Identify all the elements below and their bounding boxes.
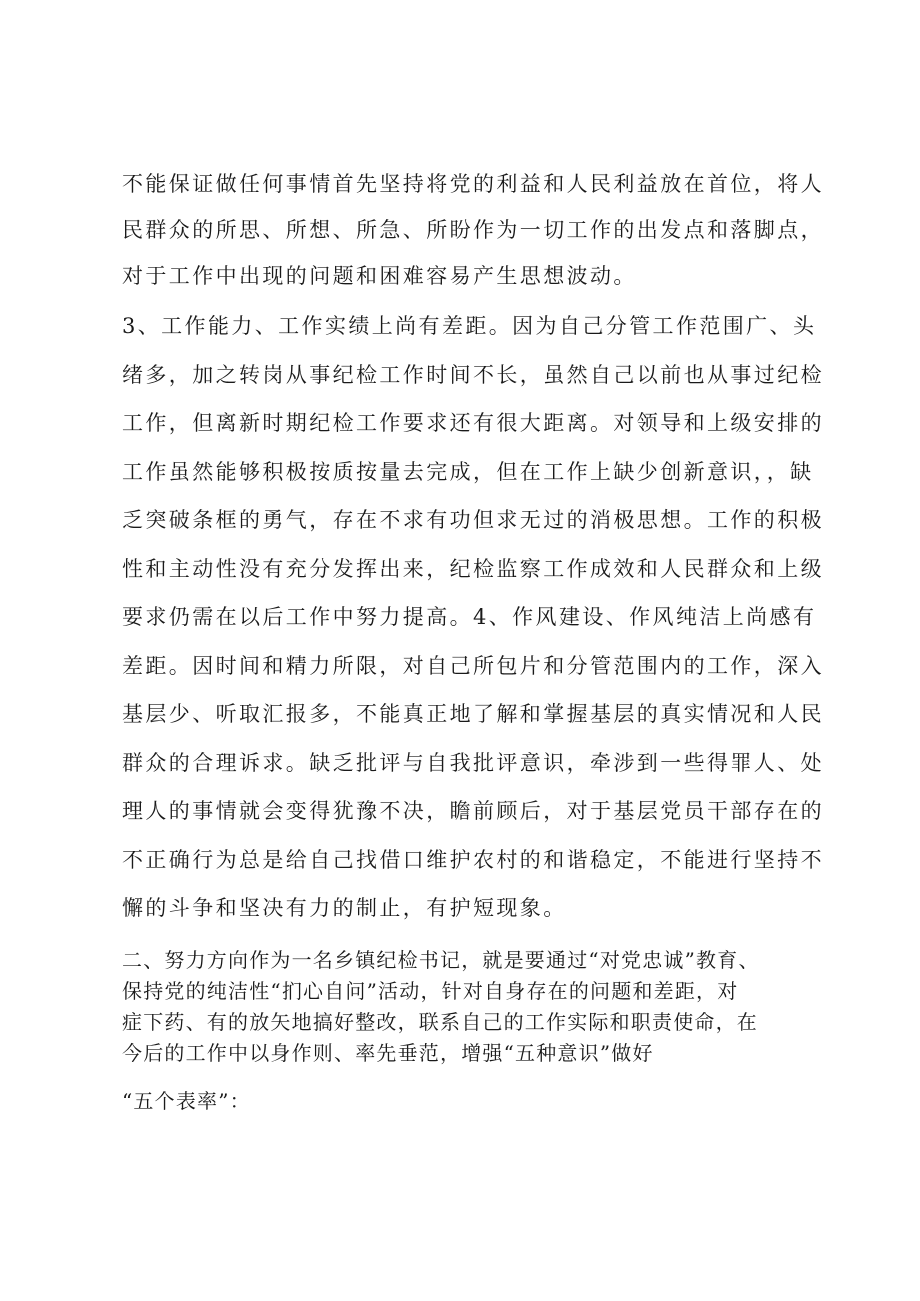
text-line: 今后的工作中以身作则、率先垂范，增强“五种意识”做好: [122, 1041, 654, 1065]
text-line: 乏突破条框的勇气，存在不求有功但求无过的消极思想。工作的积极: [122, 508, 824, 532]
text-line: 性和主动性没有充分发挥出来，纪检监察工作成效和人民群众和上级: [122, 557, 824, 581]
text-line: 3、工作能力、工作实绩上尚有差距。因为自己分管工作范围广、头: [122, 314, 817, 338]
text-line: 对于工作中出现的问题和困难容易产生思想波动。: [122, 264, 637, 288]
text-line: 差距。因时间和精力所限，对自己所包片和分管范围内的工作，深入: [122, 654, 824, 678]
text-line: 懈的斗争和坚决有力的制止，有护短现象。: [122, 896, 567, 920]
text-line: 群众的合理诉求。缺乏批评与自我批评意识，牵涉到一些得罪人、处: [122, 751, 824, 775]
text-line: “五个表率”：: [122, 1089, 251, 1113]
text-line: 症下药、有的放矢地搞好整改，联系自己的工作实际和职责使命，在: [122, 1010, 758, 1034]
text-line: 工作，但离新时期纪检工作要求还有很大距离。对领导和上级安排的: [122, 411, 824, 435]
text-line: 不正确行为总是给自己找借口维护农村的和谐稳定，不能进行坚持不: [122, 848, 824, 872]
text-line: 二、努力方向作为一名乡镇纪检书记，就是要通过“对党忠诚”教育、: [122, 948, 760, 972]
text-line: 工作虽然能够积极按质按量去完成，但在工作上缺少创新意识，，缺: [122, 460, 814, 484]
text-line: 不能保证做任何事情首先坚持将党的利益和人民利益放在首位，将人: [122, 172, 824, 196]
text-line: 基层少、听取汇报多，不能真正地了解和掌握基层的真实情况和人民: [122, 702, 824, 726]
text-line: 理人的事情就会变得犹豫不决，瞻前顾后，对于基层党员干部存在的: [122, 799, 824, 823]
text-line: 民群众的所思、所想、所急、所盼作为一切工作的出发点和落脚点，: [122, 218, 824, 242]
text-line: 保持党的纯洁性“扪心自问”活动，针对自身存在的问题和差距，对: [122, 979, 739, 1003]
text-line: 要求仍需在以后工作中努力提高。4、作风建设、作风纯洁上尚感有: [122, 605, 817, 629]
text-line: 绪多，加之转岗从事纪检工作时间不长，虽然自己以前也从事过纪检: [122, 363, 824, 387]
